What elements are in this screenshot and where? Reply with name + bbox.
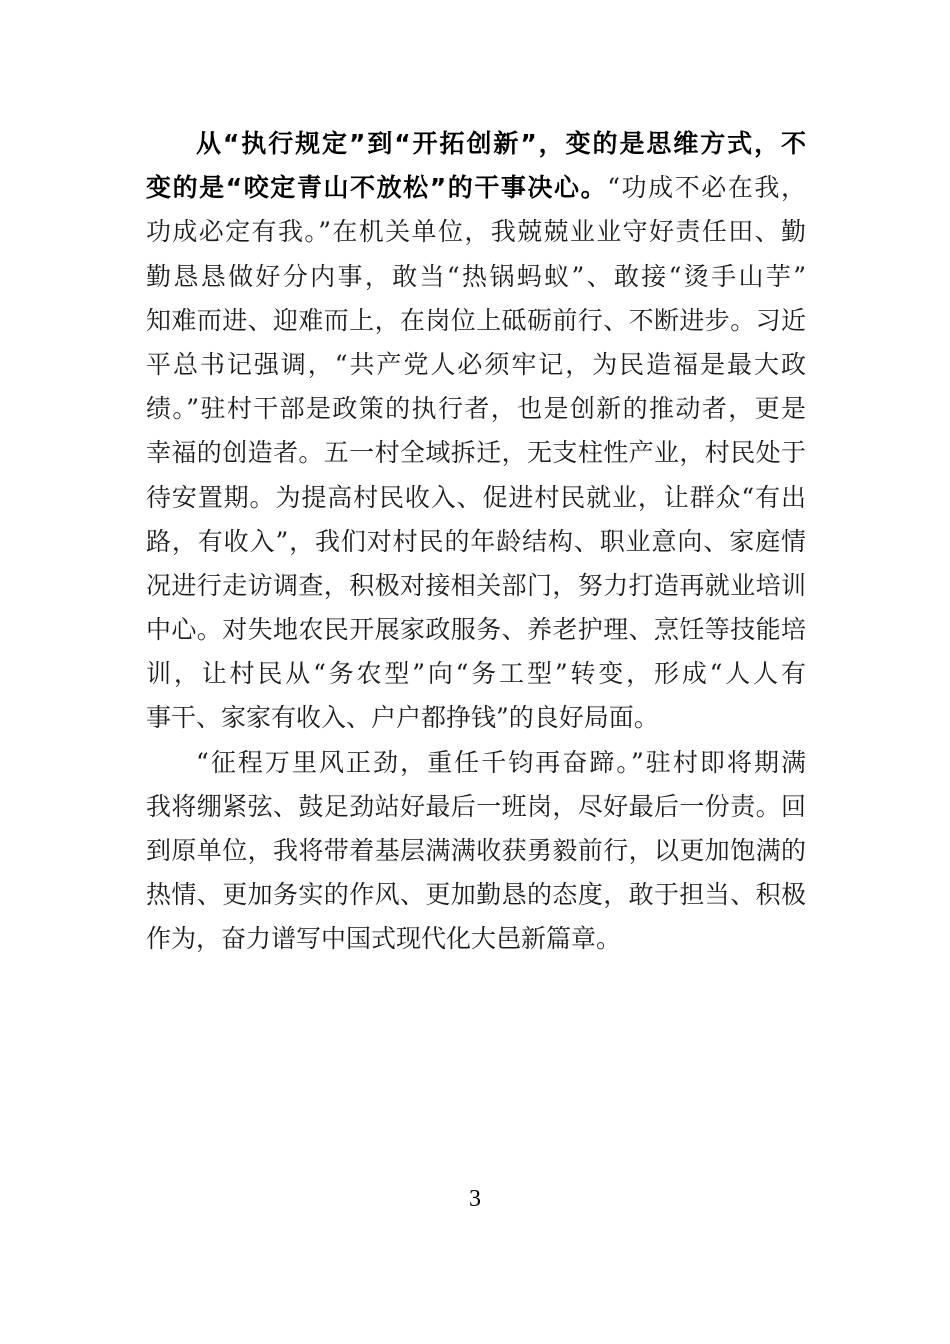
text-line: 中心。对失地农民开展家政服务、养老护理、烹饪等技能培 xyxy=(146,615,806,645)
bold-phrase: 变的是“咬定青山不放松”的干事决心。 xyxy=(146,173,608,203)
text-line: 幸福的创造者。五一村全域拆迁，无支柱性产业，村民处于 xyxy=(146,438,806,468)
quote-phrase: “功成不必在我， xyxy=(607,173,806,203)
text-line xyxy=(146,166,806,210)
text-line: “征程万里风正劲，重任千钧再奋蹄。”驻村即将期满 xyxy=(196,747,806,777)
page-number: 3 xyxy=(469,1186,481,1212)
text-line: 绩。”驻村干部是政策的执行者，也是创新的推动者，更是 xyxy=(146,394,806,424)
text-line: 事干、家家有收入、户户都挣钱”的良好局面。 xyxy=(146,703,659,733)
document-body xyxy=(146,122,806,962)
text-line: 从“执行规定”到“开拓创新”，变的是思维方式，不 xyxy=(196,129,806,158)
text-line: 训，让村民从“务农型”向“务工型”转变，形成“人人有 xyxy=(146,659,806,689)
paragraph-2 xyxy=(146,741,806,962)
text-line: 热情、更加务实的作风、更加勤恳的态度，敢于担当、积极 xyxy=(146,880,806,910)
text-line: 路，有收入”，我们对村民的年龄结构、职业意向、家庭情 xyxy=(146,526,806,556)
text-line: 功成必定有我。”在机关单位，我兢兢业业守好责任田、勤 xyxy=(146,217,806,247)
text-line: 知难而进、迎难而上，在岗位上砥砺前行、不断进步。习近 xyxy=(146,305,806,335)
text-line: 勤恳恳做好分内事，敢当“热锅蚂蚁”、敢接“烫手山芋” xyxy=(146,261,806,291)
text-line: 况进行走访调查，积极对接相关部门，努力打造再就业培训 xyxy=(146,570,806,600)
text-line: 平总书记强调，“共产党人必须牢记，为民造福是最大政 xyxy=(146,349,806,379)
text-line: 我将绷紧弦、鼓足劲站好最后一班岗，尽好最后一份责。回 xyxy=(146,791,806,821)
text-line: 待安置期。为提高村民收入、促进村民就业，让群众“有出 xyxy=(146,482,806,512)
paragraph-1 xyxy=(146,122,806,741)
text-line: 作为，奋力谱写中国式现代化大邑新篇章。 xyxy=(146,924,622,954)
text-line: 到原单位，我将带着基层满满收获勇毅前行，以更加饱满的 xyxy=(146,836,806,865)
